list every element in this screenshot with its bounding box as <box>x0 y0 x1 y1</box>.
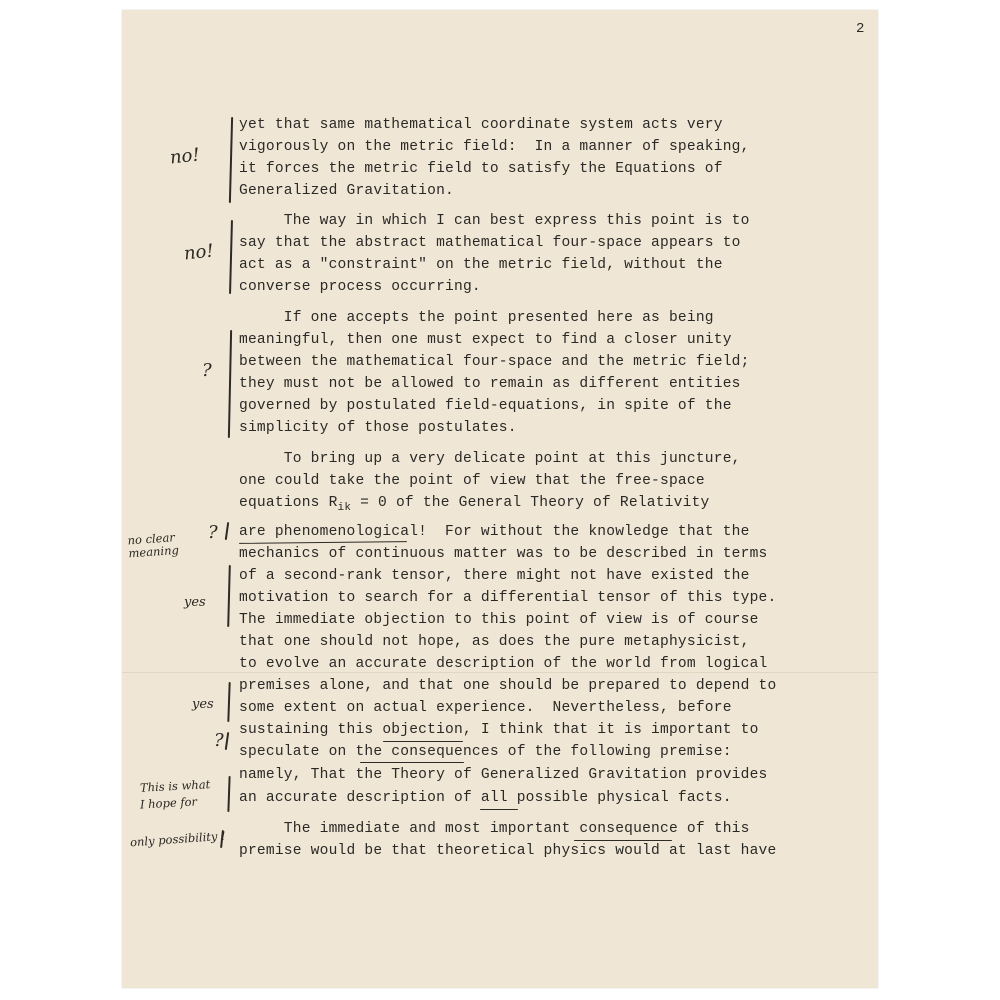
text-line: The way in which I can best express this point is to <box>239 213 750 229</box>
margin-bracket <box>227 776 230 812</box>
margin-note-yes: yes <box>184 595 206 610</box>
text-line: act as a "constraint" on the metric field, without the <box>239 257 723 273</box>
margin-note-i-hope-for: I hope for <box>139 794 198 812</box>
equation-line <box>239 492 709 519</box>
text-line: vigorously on the metric field: In a manner of speaking, <box>239 139 750 155</box>
text-line: between the mathematical four-space and the metric field; <box>239 354 750 370</box>
text-line: speculate on the consequences of the following premise: <box>239 744 732 760</box>
equation-text: = 0 of the General Theory of Relativity <box>351 495 710 511</box>
margin-note-question: ? <box>208 522 218 543</box>
text-line: The immediate objection to this point of view is of course <box>239 612 759 628</box>
margin-note-question: ? <box>214 730 224 751</box>
typewritten-page <box>122 10 878 988</box>
margin-bracket <box>225 732 229 750</box>
equation-subscript: ik <box>337 501 352 514</box>
margin-bracket <box>228 330 232 438</box>
equation-text: equations R <box>239 495 338 511</box>
margin-bracket <box>227 682 230 722</box>
text-line: motivation to search for a differential tensor of this type. <box>239 590 777 606</box>
text-line: they must not be allowed to remain as different entities <box>239 376 741 392</box>
margin-note-yes: yes <box>192 697 214 712</box>
text-line: to evolve an accurate description of the world from logical <box>239 656 768 672</box>
text-line: Generalized Gravitation. <box>239 183 454 199</box>
text-line: an accurate description of all possible physical facts. <box>239 790 732 806</box>
text-line: of a second-rank tensor, there might not have existed the <box>239 568 750 584</box>
margin-note-no-clear-meaning: no clear meaning <box>127 530 180 561</box>
text-line: say that the abstract mathematical four-space appears to <box>239 235 741 251</box>
text-line: If one accepts the point presented here as being <box>239 310 714 326</box>
text-line: premise would be that theoretical physics would at last have <box>239 843 777 859</box>
text-line: namely, That the Theory of Generalized Gravitation provides <box>239 767 768 783</box>
text-line: are phenomenological! For without the knowledge that the <box>239 524 750 540</box>
text-line: simplicity of those postulates. <box>239 420 517 436</box>
text-line: governed by postulated field-equations, in spite of the <box>239 398 732 414</box>
margin-bracket <box>225 522 229 540</box>
margin-note-this-is-what: This is what <box>139 777 211 795</box>
margin-note-no: no! <box>168 144 201 169</box>
text-line: meaningful, then one must expect to find a closer unity <box>239 332 732 348</box>
margin-bracket <box>227 565 230 627</box>
text-line: some extent on actual experience. Nevertheless, before <box>239 700 732 716</box>
text-line: mechanics of continuous matter was to be described in terms <box>239 546 768 562</box>
text-line: The immediate and most important consequence of this <box>239 821 750 837</box>
text-line: converse process occurring. <box>239 279 481 295</box>
text-line: yet that same mathematical coordinate system acts very <box>239 117 723 133</box>
page-number: 2 <box>856 21 865 37</box>
margin-bracket <box>229 117 233 203</box>
underline-all <box>480 809 518 810</box>
margin-note-question: ? <box>202 360 212 381</box>
margin-note-only-possibility: only possibility ! <box>129 828 227 850</box>
margin-bracket <box>229 220 233 294</box>
text-line: that one should not hope, as does the pure metaphysicist, <box>239 634 750 650</box>
text-line: it forces the metric field to satisfy the Equations of <box>239 161 723 177</box>
text-line: one could take the point of view that the free-space <box>239 473 705 489</box>
text-line: sustaining this objection, I think that it is important to <box>239 722 759 738</box>
text-line: premises alone, and that one should be prepared to depend to <box>239 678 777 694</box>
text-line: To bring up a very delicate point at this juncture, <box>239 451 741 467</box>
margin-note-no: no! <box>182 240 215 265</box>
